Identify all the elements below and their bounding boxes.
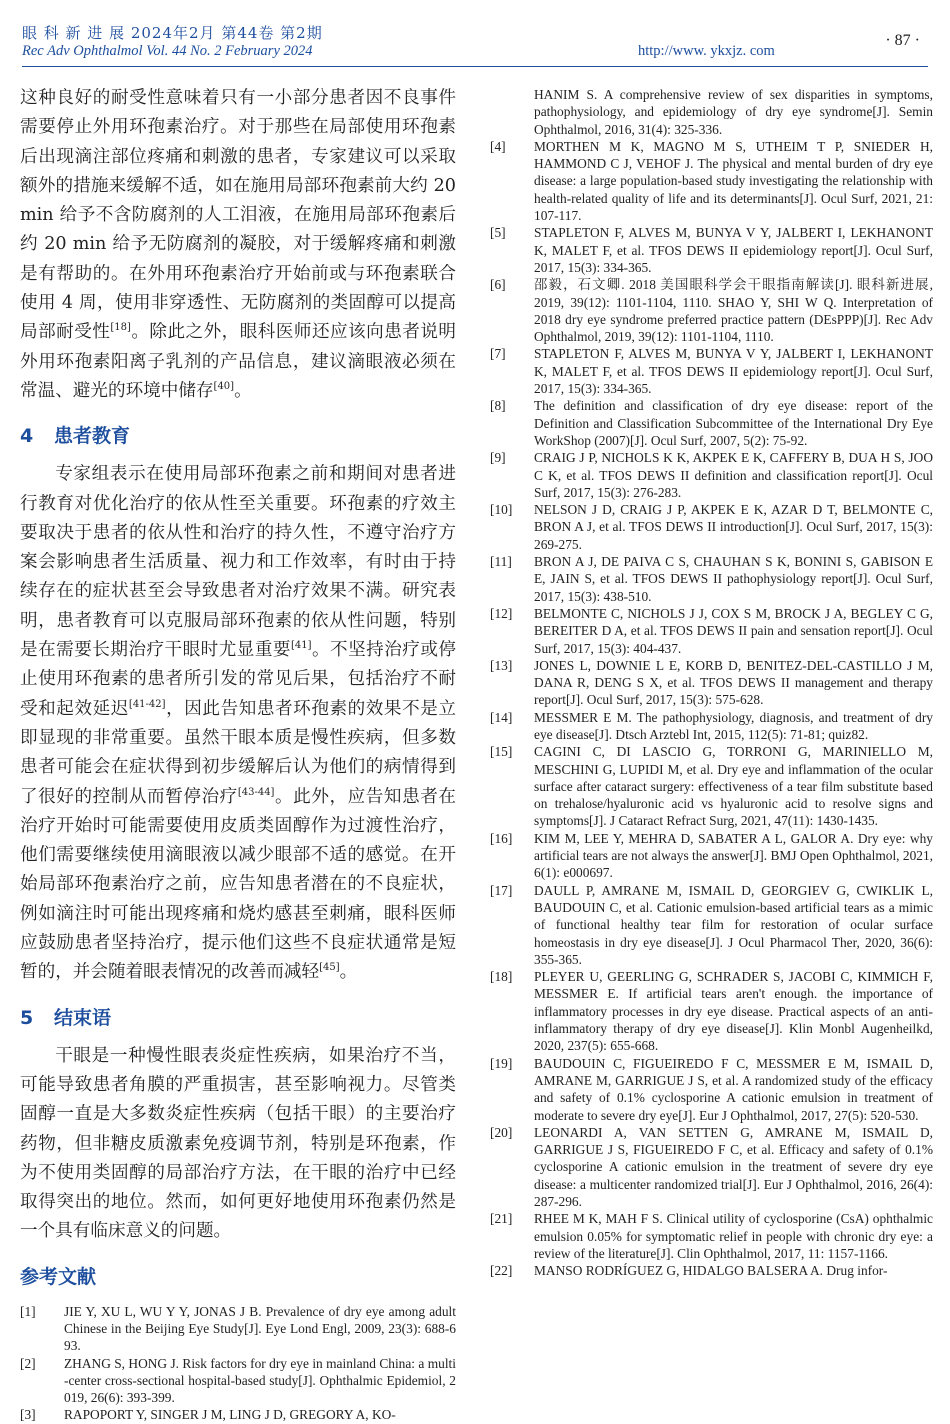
reference-text: BAUDOUIN C, FIGUEIREDO F C, MESSMER E M, ISMAIL D, AMRANE M, GARRIGUE J S, et al. A randomized study of the efficacy and safety of 0.1% cyclosporine A cationic emulsion in treatment of moderate to severe dry eye[J]. Eur J Ophthalmol, 2017, 27(5): 520-530. [534,1055,933,1123]
reference-item [490,830,933,882]
reference-text: MESSMER E M. The pathophysiology, diagnosis, and treatment of dry eye disease[J]. Dtsch Arztebl Int, 2015, 112(5): 71-81; quiz82. [534,709,933,742]
left-column [20,84,456,1424]
reference-text: LEONARDI A, VAN SETTEN G, AMRANE M, ISMAIL D, GARRIGUE J S, FIGUEIREDO F C, et al. Efficacy and safety of 0.1% cyclosporine A cationic emulsion in the treatment of severe dry eye disease: a multicenter randomized trial[J]. Eur J Ophthalmol, 2016, 26(4): 287-296. [534,1124,933,1209]
journal-title-cn: 眼 科 新 进 展 2024年2月 第44卷 第2期 [22,24,323,42]
reference-number: [ 16 ] [490,830,530,847]
reference-text: STAPLETON F, ALVES M, BUNYA V Y, JALBERT I, LEKHANONT K, MALET F, et al. TFOS DEWS II epidemiology report[J]. Ocul Surf, 2017, 15(3): 334-365. [534,346,933,397]
journal-title-en: Rec Adv Ophthalmol Vol. 44 No. 2 February 2024 [22,43,313,59]
reference-text: JIE Y, XU L, WU Y Y, JONAS J B. Prevalence of dry eye among adult Chinese in the Beijing Eye Study[J]. Eye Lond Engl, 2009, 23(3): 688-693. [64,1303,456,1354]
reference-number: [ 6 ] [490,276,530,293]
reference-text: The definition and classification of dry eye disease: report of the Definition and Classification Subcommittee of the International Dry Eye WorkShop (2007)[J]. Ocul Surf, 2007, 5(2): 75-92. [534,398,933,448]
reference-item [490,968,933,1054]
reference-list-right [490,86,933,1279]
paragraph-tolerance: 这种良好的耐受性意味着只有一小部分患者因不良事件需要停止外用环孢素治疗。对于那些在局部使用环孢素后出现滴注部位疼痛和刺激的患者，专家建议可以采取额外的措施来缓解不适，如在施用局部环孢素前大约 20 min 给予不含防腐剂的人工泪液，在施用局部环孢素后约 20 min 给予无防腐剂的凝胶，对于缓解疼痛和刺激是有帮助的。在外用环孢素治疗开始前或与环孢素联合使用 4 周，使用非穿透性、无防腐剂的类固醇可以提高局部耐受性[18]。除此之外，眼科医师还应该向患者说明外用环孢素阳离子乳剂的产品信息，建议滴眼液必须在常温、避光的环境中储存[40]。 [20,88,456,401]
reference-number: [ 11 ] [490,553,530,570]
page-header [22,22,928,67]
paragraph-conclusion: 干眼是一种慢性眼表炎症性疾病，如果治疗不当，可能导致患者角膜的严重损害，甚至影响视力。尽管类固醇一直是大多数炎症性疾病（包括干眼）的主要治疗药物，但非糖皮质激素免疫调节剂，特别是环孢素，作为不使用类固醇的局部治疗方法，在干眼的治疗中已经取得突出的地位。然而，如何更好地使用环孢素仍然是一个具有临床意义的问题。 [20,1045,456,1242]
reference-item [490,657,933,709]
reference-text: RAPOPORT Y, SINGER J M, LING J D, GREGORY A, KO- [64,1407,396,1423]
reference-item [490,743,933,829]
reference-text: PLEYER U, GEERLING G, SCHRADER S, JACOBI C, KIMMICH F, MESSMER E. If artificial tears aren't enough. the importance of inflammatory processes in dry eye disease. Practical aspects of an anti-inflammatory therapy of dry eye disease[J]. Klin Monbl Augenheilkd, 2020, 237(5): 655-668. [534,969,933,1054]
reference-item [490,882,933,968]
reference-number: [ 13 ] [490,657,530,674]
reference-number: [ 15 ] [490,743,530,760]
reference-text: HANIM S. A comprehensive review of sex disparities in symptoms, pathophysiology, and epidemiology of dry eye syndrome[J]. Semin Ophthalmol, 2016, 31(4): 325-336. [534,87,933,137]
reference-item [490,345,933,397]
reference-item [490,276,933,345]
journal-url[interactable]: http://www. ykxjz. com [638,43,775,59]
reference-number: [ 3 ] [20,1406,60,1423]
reference-number: [ 8 ] [490,397,530,414]
reference-text: RHEE M K, MAH F S. Clinical utility of cyclosporine (CsA) ophthalmic emulsion 0.05% for symptomatic relief in people with chronic dry eye: a review of the literature[J]. Clin Ophthalmol, 2017, 11: 1157-1166. [534,1211,933,1261]
references-heading: 参考文献 [20,1265,97,1288]
reference-item [490,1210,933,1262]
reference-item [20,1355,456,1407]
reference-number: [ 5 ] [490,224,530,241]
reference-number: [ 14 ] [490,709,530,726]
reference-number: [ 9 ] [490,449,530,466]
reference-number: [ 10 ] [490,501,530,518]
reference-text: CRAIG J P, NICHOLS K K, AKPEK E K, CAFFERY B, DUA H S, JOO C K, et al. TFOS DEWS II definition and classification report[J]. Ocul Surf, 2017, 15(3): 276-283. [534,450,933,500]
reference-item [20,1303,456,1355]
reference-number: [ 19 ] [490,1055,530,1072]
reference-item [490,709,933,744]
paragraph-patient-education: 专家组表示在使用局部环孢素之前和期间对患者进行教育对优化治疗的依从性至关重要。环孢素的疗效主要取决于患者的依从性和治疗的持久性，不遵守治疗方案会影响患者生活质量、视力和工作效率，有时由于持续存在的症状甚至会导致患者对治疗效果不满。研究表明，患者教育可以克服局部环孢素的依从性问题，特别是在需要长期治疗干眼时尤显重要[41]。不坚持治疗或停止使用环孢素的患者所引发的常见后果，包括治疗不耐受和起效延迟[41-42]，因此告知患者环孢素的效果不是立即显现的非常重要。虽然干眼本质是慢性疾病，但多数患者可能会在症状得到初步缓解后认为他们的病情得到了很好的控制从而暂停治疗[43-44]。此外，应告知患者在治疗开始时可能需要使用皮质类固醇作为过渡性治疗，他们需要继续使用滴眼液以减少眼部不适的感觉。在开始局部环孢素治疗之前，应告知患者潜在的不良症状，例如滴注时可能出现疼痛和烧灼感甚至刺痛，眼科医师应鼓励患者坚持治疗，提示他们这些不良症状通常是短暂的，并会随着眼表情况的改善而减轻[45]。 [20,464,456,983]
reference-item [490,1262,933,1279]
reference-item [490,224,933,276]
reference-text: KIM M, LEE Y, MEHRA D, SABATER A L, GALOR A. Dry eye: why artificial tears are not always the answer[J]. BMJ Open Ophthalmol, 2021, 6(1): e000697. [534,830,934,881]
reference-number: [ 22 ] [490,1262,530,1279]
reference-number: [ 20 ] [490,1124,530,1141]
reference-item [490,86,933,138]
reference-item [490,138,933,224]
reference-number: [ 21 ] [490,1210,530,1227]
reference-number: [ 4 ] [490,138,530,155]
reference-text: DAULL P, AMRANE M, ISMAIL D, GEORGIEV G, CWIKLIK L, BAUDOUIN C, et al. Cationic emulsion-based artificial tears as a mimic of functional healthy tear film for restoration of ocular surface homeostasis in dry eye disease[J]. J Ocul Pharmacol Ther, 2020, 36(6): 355-365. [534,882,933,967]
reference-text: ZHANG S, HONG J. Risk factors for dry eye in mainland China: a multi-center cross-sectional hospital-based study[J]. Ophthalmic Epidemiol, 2019, 26(6): 393-399. [64,1355,456,1406]
reference-list-left [20,1303,456,1424]
section-heading-4: 4 患者教育 [20,425,131,448]
reference-number: [ 1 ] [20,1303,60,1320]
reference-number: [ 2 ] [20,1355,60,1372]
section-heading-5: 5 结束语 [20,1006,112,1029]
reference-item [490,397,933,449]
reference-text: JONES L, DOWNIE L E, KORB D, BENITEZ-DEL-CASTILLO J M, DANA R, DENG S X, et al. TFOS DEWS II management and therapy report[J]. Ocul Surf, 2017, 15(3): 575-628. [534,657,933,708]
reference-item [490,1124,933,1210]
reference-item [20,1406,456,1423]
reference-text: CAGINI C, DI LASCIO G, TORRONI G, MARINIELLO M, MESCHINI G, LUPIDI M, et al. Dry eye and inflammation of the ocular surface after cataract surgery: effectiveness of a tear film substitute based on trehalose/hyaluronic acid vs hyaluronic acid to resolve signs and symptoms[J]. J Cataract Refract Surg, 2021, 47(11): 1430-1435. [534,744,933,829]
reference-number: [ 18 ] [490,968,530,985]
page-number: · 87 · [885,32,920,49]
reference-number: [ 12 ] [490,605,530,622]
reference-number: [ 17 ] [490,882,530,899]
reference-item [490,501,933,553]
reference-item [490,449,933,501]
reference-text: BELMONTE C, NICHOLS J J, COX S M, BROCK J A, BEGLEY C G, BEREITER D A, et al. TFOS DEWS II pain and sensation report[J]. Ocul Surf, 2017, 15(3): 404-437. [534,605,933,656]
reference-item [490,605,933,657]
reference-item [490,553,933,605]
reference-text: MORTHEN M K, MAGNO M S, UTHEIM T P, SNIEDER H, HAMMOND C J, VEHOF J. The physical and mental burden of dry eye disease: a large population-based study investigating the relationship with health-related quality of life and its determinants[J]. Ocul Surf, 2021, 21: 107-117. [534,138,933,224]
reference-item [490,1055,933,1124]
reference-text: BRON A J, DE PAIVA C S, CHAUHAN S K, BONINI S, GABISON E E, JAIN S, et al. TFOS DEWS II pathophysiology report[J]. Ocul Surf, 2017, 15(3): 438-510. [534,554,933,604]
reference-text: NELSON J D, CRAIG J P, AKPEK E K, AZAR D T, BELMONTE C, BRON A J, et al. TFOS DEWS II introduction[J]. Ocul Surf, 2017, 15(3): 269-275. [534,502,933,552]
reference-text: STAPLETON F, ALVES M, BUNYA V Y, JALBERT I, LEKHANONT K, MALET F, et al. TFOS DEWS II epidemiology report[J]. Ocul Surf, 2017, 15(3): 334-365. [534,225,933,275]
reference-text: MANSO RODRÍGUEZ G, HIDALGO BALSERA A. Drug infor- [534,1263,888,1279]
reference-number: [ 7 ] [490,345,530,362]
reference-text: 邵毅，石文卿. 2018 美国眼科学会干眼指南解读[J]. 眼科新进展, 2019, 39(12): 1101-1104, 1110. SHAO Y, SHI W Q. Interpretation of 2018 dry eye syndrome preferred practice pattern (DEsPPP)[J]. Rec Adv Ophthalmol, 2019, 39(12): 1101-1104, 1110. [534,277,933,345]
